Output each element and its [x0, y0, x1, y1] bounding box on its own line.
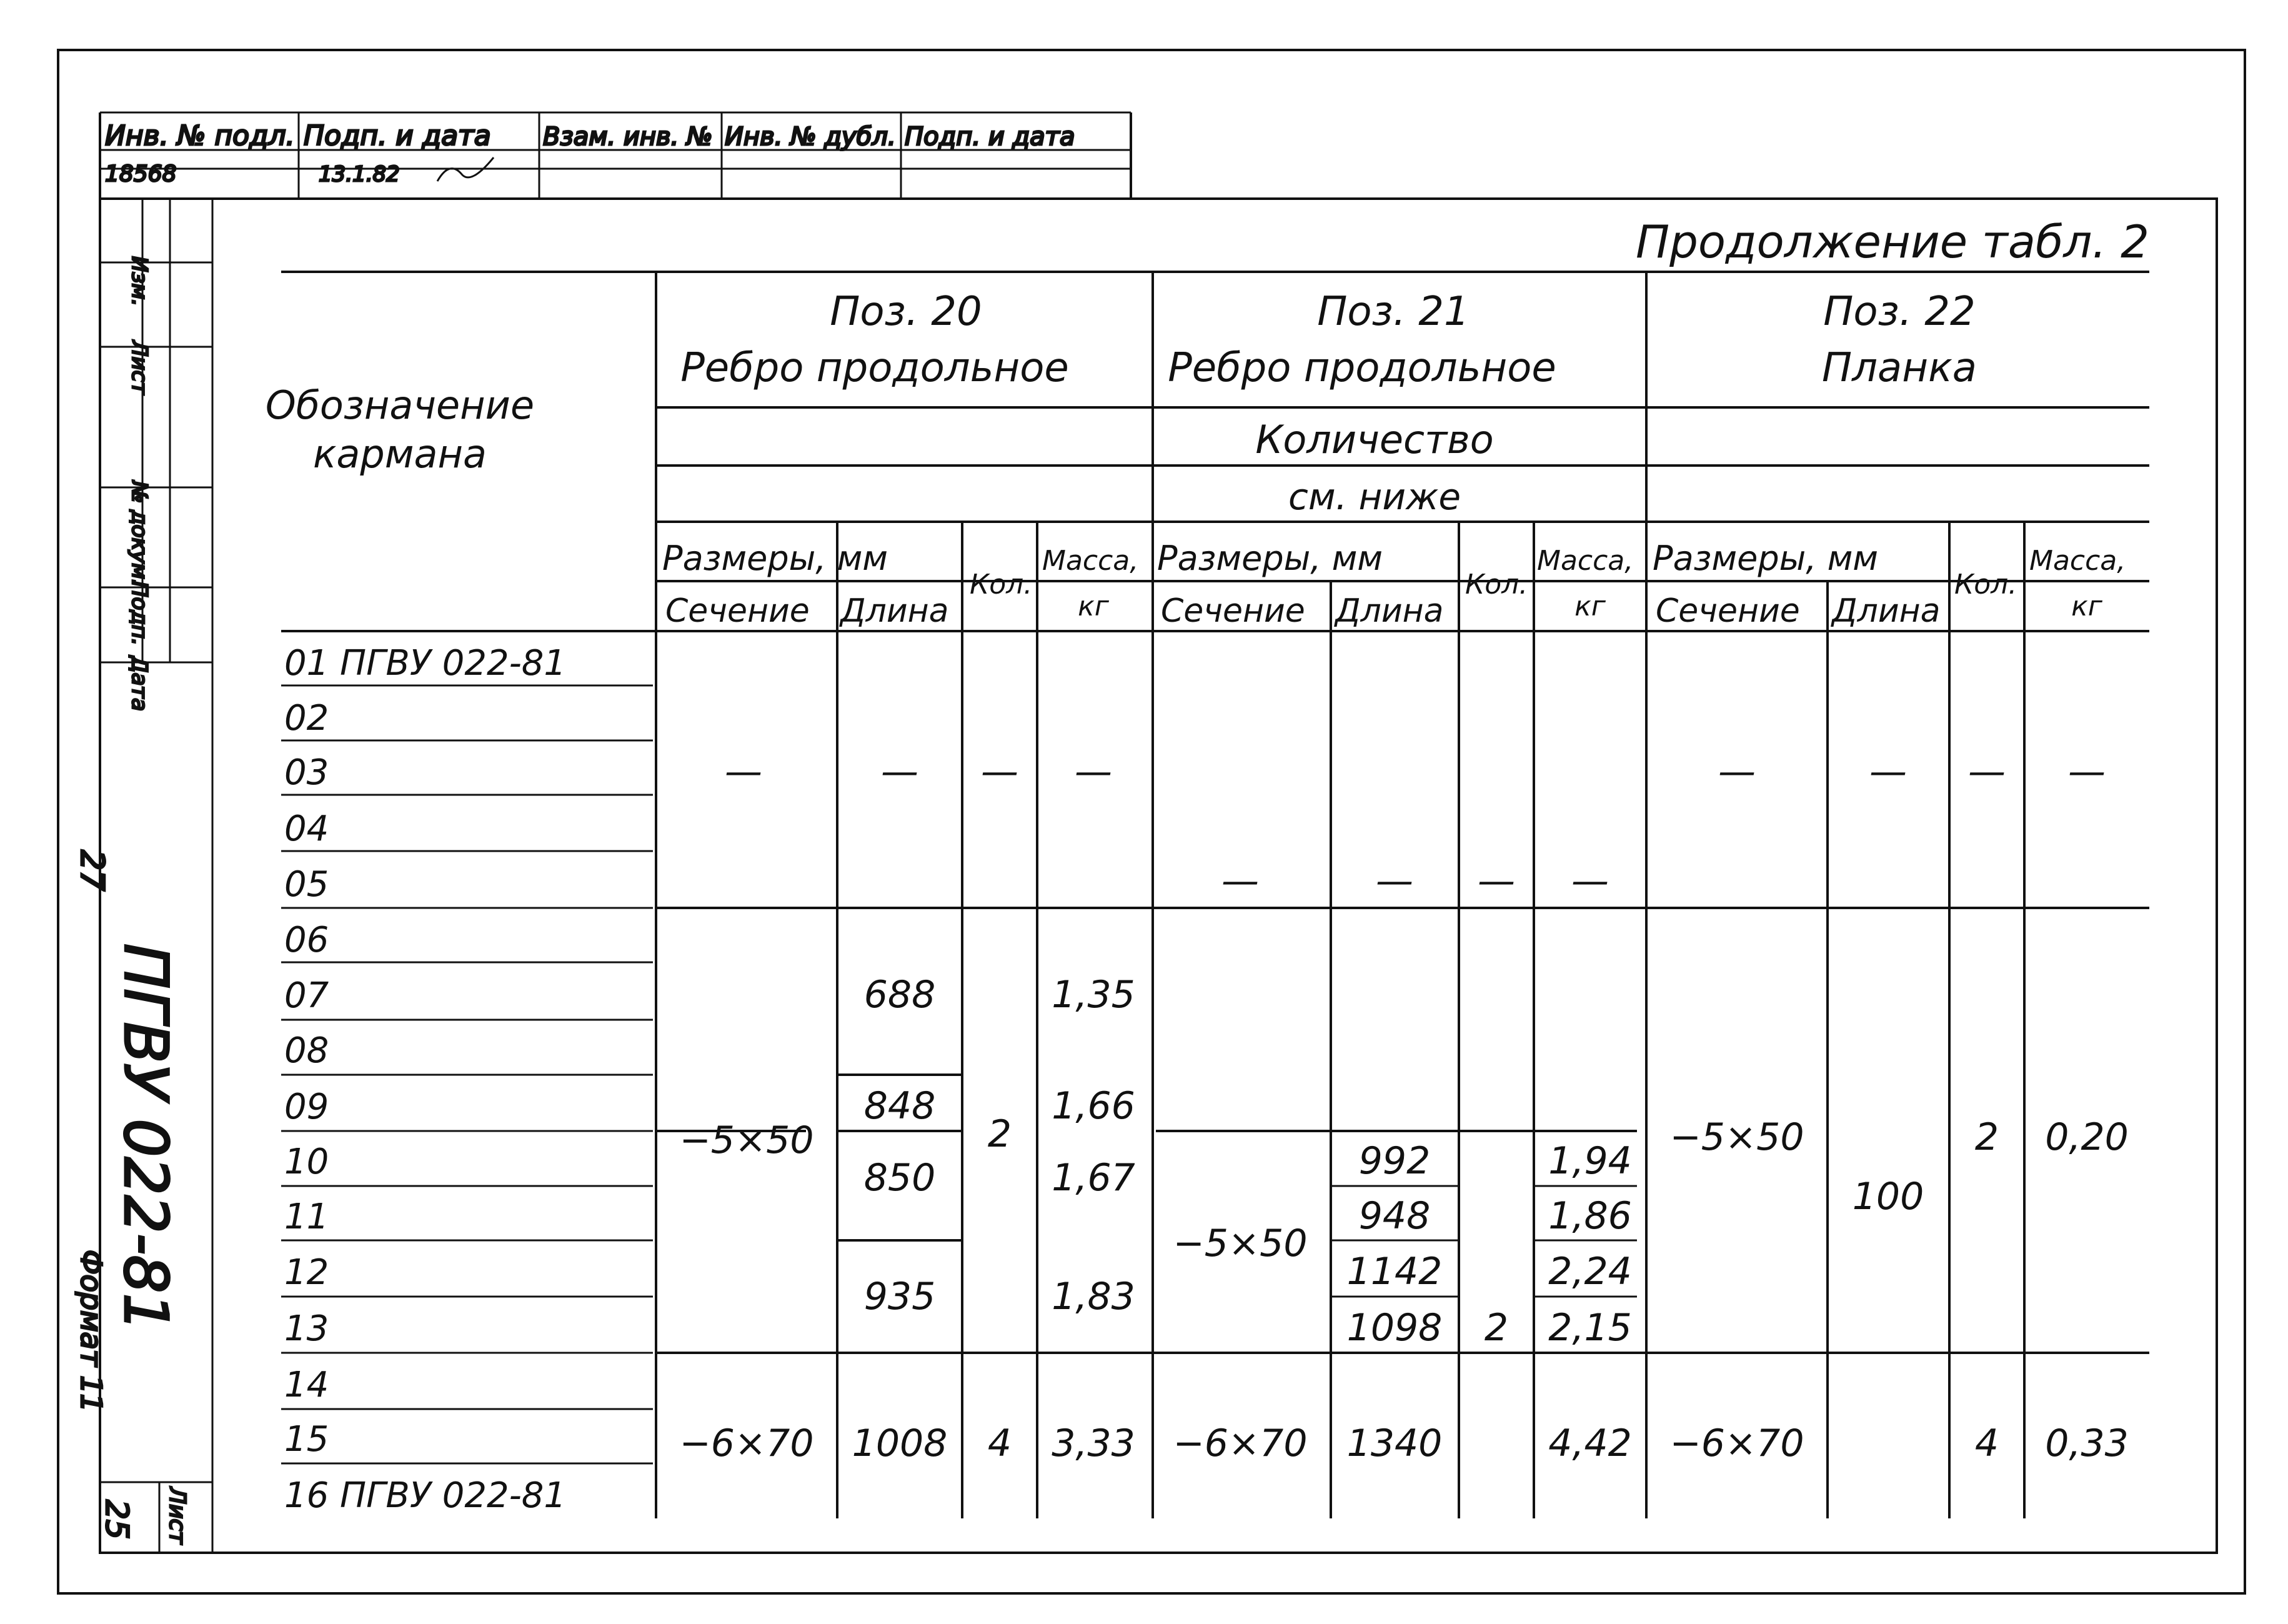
- quantity-header: Количество: [1255, 417, 1494, 462]
- pos20-mass-dash: —: [1075, 750, 1112, 794]
- pos21-mass-1: 1,94: [1548, 1139, 1632, 1183]
- pos22-length-header: Длина: [1832, 592, 1941, 630]
- pos20-length-header: Длина: [840, 592, 949, 630]
- table-row: 03: [284, 752, 329, 793]
- pos21-count-a: 2: [1484, 1306, 1509, 1350]
- pos21-sizes-header: Размеры, мм: [1157, 539, 1383, 578]
- table-row: 13: [284, 1308, 329, 1349]
- pos22-count-b: 4: [1974, 1422, 1999, 1465]
- pos21-length-2: 948: [1358, 1194, 1431, 1238]
- pos22-name: Планка: [1822, 345, 1977, 391]
- pos20-mass-header: Масса,: [1042, 545, 1139, 577]
- pos20-mass-2: 1,66: [1052, 1084, 1135, 1128]
- rev-label-date: Дата: [127, 656, 152, 712]
- rev-label-change: Изм.: [127, 256, 152, 306]
- pos20-count-b: 4: [987, 1422, 1012, 1465]
- table-row: 11: [284, 1197, 329, 1237]
- pos20-count-a: 2: [987, 1112, 1012, 1156]
- pos20-length-2: 848: [863, 1084, 936, 1128]
- rev-label-doc: № докум.: [127, 481, 152, 586]
- pos21-section-header: Сечение: [1161, 592, 1305, 630]
- stamp-header-4: Инв. № дубл.: [725, 122, 896, 151]
- pos22-section-a: −5×50: [1669, 1115, 1804, 1159]
- pos20-length-4: 935: [863, 1275, 936, 1318]
- pos21-section-a: −5×50: [1173, 1222, 1308, 1265]
- pos21-mass-4: 2,15: [1548, 1306, 1632, 1350]
- pos22-count-header: Кол.: [1954, 569, 2017, 600]
- table-row: 09: [284, 1087, 329, 1127]
- table-row: 02: [284, 698, 329, 739]
- table-row: 14: [284, 1365, 329, 1405]
- pos20-values: [679, 973, 1135, 1465]
- empty-value-dashes: [725, 750, 2106, 903]
- pos21-length-3: 1142: [1346, 1250, 1443, 1293]
- pos20-name: Ребро продольное: [680, 345, 1069, 391]
- pos21-mass-2: 1,86: [1548, 1194, 1632, 1238]
- pos20-label: Поз. 20: [830, 289, 982, 335]
- pos20-mass-4: 1,83: [1052, 1275, 1135, 1318]
- stamp-header-2: Подп. и дата: [304, 120, 491, 152]
- pos21-length-header: Длина: [1335, 592, 1444, 630]
- table-row: 16 ПГВУ 022-81: [284, 1475, 567, 1516]
- sheet-label: Лист: [164, 1487, 190, 1545]
- document-code: ПГВУ 022-81: [111, 944, 181, 1332]
- stamp-inventory-number: 18568: [105, 161, 177, 187]
- table-row: 04: [284, 809, 329, 849]
- format-label: Формат 11: [74, 1250, 108, 1412]
- pos21-section-dash: —: [1221, 859, 1259, 903]
- pos21-count-dash: —: [1478, 859, 1515, 903]
- stamp-date: 13.1.82: [319, 162, 400, 187]
- table-grid: [281, 272, 2149, 1518]
- pos21-mass-3: 2,24: [1548, 1250, 1632, 1293]
- designation-header-line2: кармана: [312, 431, 487, 477]
- pos22-section-b: −6×70: [1669, 1422, 1804, 1465]
- table-caption: Продолжение табл. 2: [1635, 216, 2149, 268]
- pos20-length-1: 688: [863, 973, 936, 1017]
- pos22-count-dash: —: [1968, 750, 2006, 794]
- pos22-mass-dash: —: [2068, 750, 2106, 794]
- pos22-mass-a: 0,20: [2045, 1115, 2129, 1159]
- pos21-mass-header: Масса,: [1537, 545, 1634, 577]
- pos22-section-header: Сечение: [1656, 592, 1800, 630]
- pos22-mass-header: Масса,: [2029, 545, 2126, 577]
- pos22-section-dash: —: [1718, 750, 1756, 794]
- stamp-header-3: Взам. инв. №: [543, 122, 713, 151]
- pos21-label: Поз. 21: [1317, 289, 1470, 335]
- stamp-header-5: Подп. и дата: [905, 122, 1075, 151]
- pos20-section-a: −5×50: [679, 1118, 814, 1162]
- pos22-count-a: 2: [1974, 1115, 1999, 1159]
- stamp-header-1: Инв. № подл.: [105, 120, 295, 152]
- pos20-section-dash: —: [725, 750, 762, 794]
- pos22-mass-unit: кг: [2071, 590, 2102, 622]
- table-row: 01 ПГВУ 022-81: [284, 643, 567, 684]
- table-row: 15: [284, 1419, 329, 1460]
- pos20-mass-1: 1,35: [1052, 973, 1135, 1017]
- see-below: см. ниже: [1288, 476, 1461, 518]
- pos21-section-b: −6×70: [1173, 1422, 1308, 1465]
- pos20-sizes-header: Размеры, мм: [662, 539, 888, 578]
- pos22-length: 100: [1852, 1175, 1924, 1218]
- pos22-mass-b: 0,33: [2045, 1422, 2129, 1465]
- approval-stamp: [100, 112, 1131, 199]
- revision-block: [73, 199, 212, 1553]
- pos20-mass-unit: кг: [1078, 590, 1109, 622]
- rev-label-sheet: Лист: [127, 341, 152, 395]
- table-row: 08: [284, 1030, 329, 1071]
- pos22-length-dash: —: [1869, 750, 1907, 794]
- pos21-length-b: 1340: [1346, 1422, 1443, 1465]
- pos20-count-header: Кол.: [970, 569, 1033, 600]
- pos21-mass-b: 4,42: [1548, 1422, 1632, 1465]
- table-row: 12: [284, 1252, 329, 1293]
- table-row: 06: [284, 920, 329, 960]
- table-row: 05: [284, 864, 329, 905]
- designation-rows-lines: [281, 685, 653, 1463]
- sheet-number: 25: [99, 1500, 135, 1540]
- pos21-mass-dash: —: [1571, 859, 1609, 903]
- designation-header-line1: Обозначение: [265, 382, 535, 428]
- pos21-length-dash: —: [1376, 859, 1413, 903]
- pos21-name: Ребро продольное: [1168, 345, 1556, 391]
- table-header: [266, 289, 2126, 630]
- pos20-count-dash: —: [981, 750, 1018, 794]
- pos21-length-1: 992: [1358, 1139, 1431, 1183]
- pos21-mass-unit: кг: [1574, 590, 1606, 622]
- pos22-sizes-header: Размеры, мм: [1653, 539, 1879, 578]
- pos20-mass-3: 1,67: [1052, 1156, 1135, 1200]
- pos20-section-header: Сечение: [665, 592, 810, 630]
- pos21-values: [1173, 1139, 1637, 1465]
- table-row: 07: [284, 975, 329, 1016]
- rev-label-sign: Подп.: [127, 581, 152, 645]
- pos22-label: Поз. 22: [1823, 289, 1976, 335]
- pos20-mass-b: 3,33: [1052, 1422, 1135, 1465]
- pos21-length-4: 1098: [1346, 1306, 1443, 1350]
- pos20-section-b: −6×70: [679, 1422, 814, 1465]
- pos22-values: [1669, 1115, 2128, 1465]
- pos21-count-header: Кол.: [1465, 569, 1528, 600]
- designation-column: [284, 643, 566, 1516]
- pos20-length-dash: —: [881, 750, 918, 794]
- table-row: 10: [284, 1142, 329, 1182]
- page-number: 27: [73, 850, 111, 892]
- pos20-length-b: 1008: [852, 1422, 948, 1465]
- pos20-length-3: 850: [863, 1156, 936, 1200]
